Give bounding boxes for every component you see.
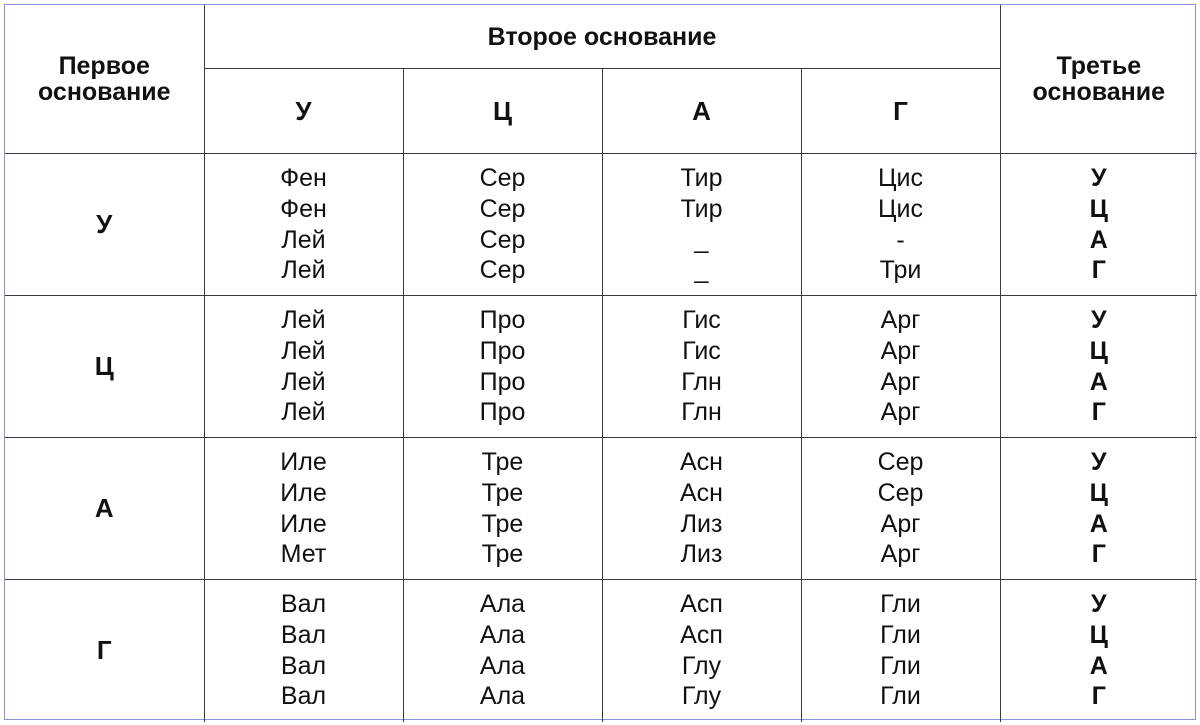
- amino-acid: Ала: [479, 621, 526, 650]
- third-base-cell: [1000, 580, 1197, 722]
- table-row: [5, 154, 1197, 296]
- amino-acid: Сер: [479, 194, 526, 223]
- third-base-cell: [1000, 154, 1197, 296]
- amino-acid: Вал: [280, 621, 327, 650]
- amino-acid: Иле: [280, 478, 327, 507]
- amino-acid: Цис: [878, 194, 923, 223]
- amino-acid: Тре: [481, 509, 524, 538]
- amino-acid: Вал: [280, 651, 327, 680]
- amino-acid: Иле: [280, 448, 327, 477]
- amino-acid: Глн: [681, 367, 722, 396]
- stop-codon-mark: -: [896, 225, 905, 254]
- third-base: Г: [1091, 256, 1106, 285]
- amino-acid-cell: [403, 438, 602, 580]
- third-base: Ц: [1089, 336, 1108, 365]
- third-base: У: [1091, 164, 1107, 193]
- amino-acid: Вал: [280, 590, 327, 619]
- amino-acid-cell: [204, 580, 403, 722]
- amino-acid: Про: [479, 306, 526, 335]
- amino-acid-cell: [403, 296, 602, 438]
- amino-acid-cell: [602, 580, 801, 722]
- amino-acid: Лиз: [680, 540, 723, 569]
- amino-acid-cell: [801, 154, 1000, 296]
- amino-acid: Мет: [280, 540, 327, 569]
- codon-table-container: [4, 4, 1196, 720]
- amino-acid: Ала: [479, 590, 526, 619]
- third-base-cell: [1000, 438, 1197, 580]
- amino-acid: Сер: [479, 256, 526, 285]
- third-base-header: [1000, 5, 1197, 154]
- amino-acid: Про: [479, 336, 526, 365]
- amino-acid: Гли: [880, 651, 921, 680]
- third-base: Г: [1091, 540, 1106, 569]
- amino-acid-cell: [403, 580, 602, 722]
- amino-acid: Фен: [280, 194, 327, 223]
- amino-acid: Сер: [877, 478, 924, 507]
- amino-acid: Глн: [681, 398, 722, 427]
- third-base: Ц: [1089, 621, 1108, 650]
- amino-acid: Три: [879, 256, 922, 285]
- amino-acid: Иле: [280, 509, 327, 538]
- amino-acid: Глу: [681, 651, 722, 680]
- amino-acid: Глу: [681, 682, 722, 711]
- amino-acid: Арг: [880, 306, 921, 335]
- amino-acid: Арг: [880, 336, 921, 365]
- second-base-u-header: У: [204, 69, 403, 154]
- third-base: Ц: [1089, 478, 1108, 507]
- amino-acid-cell: [602, 296, 801, 438]
- table-row: [5, 296, 1197, 438]
- second-base-g-header: Г: [801, 69, 1000, 154]
- amino-acid: Гис: [682, 306, 721, 335]
- amino-acid: Арг: [880, 367, 921, 396]
- amino-acid: Тир: [680, 164, 723, 193]
- first-base-header: [5, 5, 204, 154]
- amino-acid: Лей: [281, 336, 326, 365]
- amino-acid: Тре: [481, 478, 524, 507]
- first-base-header-line1: Первое: [58, 52, 150, 80]
- stop-codon-mark: _: [694, 256, 709, 285]
- amino-acid: Цис: [878, 164, 923, 193]
- third-base: А: [1089, 651, 1108, 680]
- third-base-header-line1: Третье: [1056, 52, 1142, 80]
- amino-acid: Про: [479, 398, 526, 427]
- amino-acid: Лей: [281, 256, 326, 285]
- amino-acid-cell: [801, 296, 1000, 438]
- amino-acid: Лей: [281, 398, 326, 427]
- amino-acid: Про: [479, 367, 526, 396]
- second-base-a-header: А: [602, 69, 801, 154]
- third-base: А: [1089, 367, 1108, 396]
- first-base-cell: У: [5, 154, 204, 296]
- amino-acid: Гли: [880, 590, 921, 619]
- amino-acid-cell: [801, 438, 1000, 580]
- amino-acid-cell: [204, 296, 403, 438]
- genetic-code-table: [5, 5, 1197, 722]
- amino-acid: Лей: [281, 225, 326, 254]
- third-base: Ц: [1089, 194, 1108, 223]
- amino-acid: Гли: [880, 682, 921, 711]
- amino-acid: Гис: [682, 336, 721, 365]
- amino-acid: Тре: [481, 448, 524, 477]
- amino-acid-cell: [602, 438, 801, 580]
- third-base: Г: [1091, 398, 1106, 427]
- amino-acid: Лиз: [680, 509, 723, 538]
- third-base-header-line2: основание: [1032, 78, 1166, 106]
- amino-acid: Фен: [280, 164, 327, 193]
- amino-acid: Ала: [479, 651, 526, 680]
- amino-acid: Асп: [680, 590, 723, 619]
- amino-acid: Асп: [680, 621, 723, 650]
- stop-codon-mark: _: [694, 225, 709, 254]
- first-base-cell: А: [5, 438, 204, 580]
- third-base-cell: [1000, 296, 1197, 438]
- amino-acid: Асн: [680, 448, 723, 477]
- amino-acid: Тир: [680, 194, 723, 223]
- table-row: [5, 580, 1197, 722]
- amino-acid: Арг: [880, 398, 921, 427]
- first-base-cell: Ц: [5, 296, 204, 438]
- first-base-cell: Г: [5, 580, 204, 722]
- second-base-header: Второе основание: [204, 5, 1000, 69]
- amino-acid: Вал: [280, 682, 327, 711]
- third-base: А: [1089, 509, 1108, 538]
- amino-acid: Арг: [880, 540, 921, 569]
- table-row: [5, 438, 1197, 580]
- amino-acid-cell: [204, 154, 403, 296]
- amino-acid: Сер: [479, 225, 526, 254]
- amino-acid: Ала: [479, 682, 526, 711]
- amino-acid: Лей: [281, 306, 326, 335]
- amino-acid: Гли: [880, 621, 921, 650]
- amino-acid-cell: [204, 438, 403, 580]
- amino-acid: Сер: [479, 164, 526, 193]
- amino-acid: Тре: [481, 540, 524, 569]
- second-base-c-header: Ц: [403, 69, 602, 154]
- amino-acid: Лей: [281, 367, 326, 396]
- amino-acid-cell: [403, 154, 602, 296]
- third-base: У: [1091, 448, 1107, 477]
- third-base: А: [1089, 225, 1108, 254]
- third-base: У: [1091, 306, 1107, 335]
- amino-acid: Асн: [680, 478, 723, 507]
- third-base: У: [1091, 590, 1107, 619]
- first-base-header-line2: основание: [37, 78, 171, 106]
- amino-acid: Арг: [880, 509, 921, 538]
- amino-acid-cell: [602, 154, 801, 296]
- amino-acid: Сер: [877, 448, 924, 477]
- amino-acid-cell: [801, 580, 1000, 722]
- third-base: Г: [1091, 682, 1106, 711]
